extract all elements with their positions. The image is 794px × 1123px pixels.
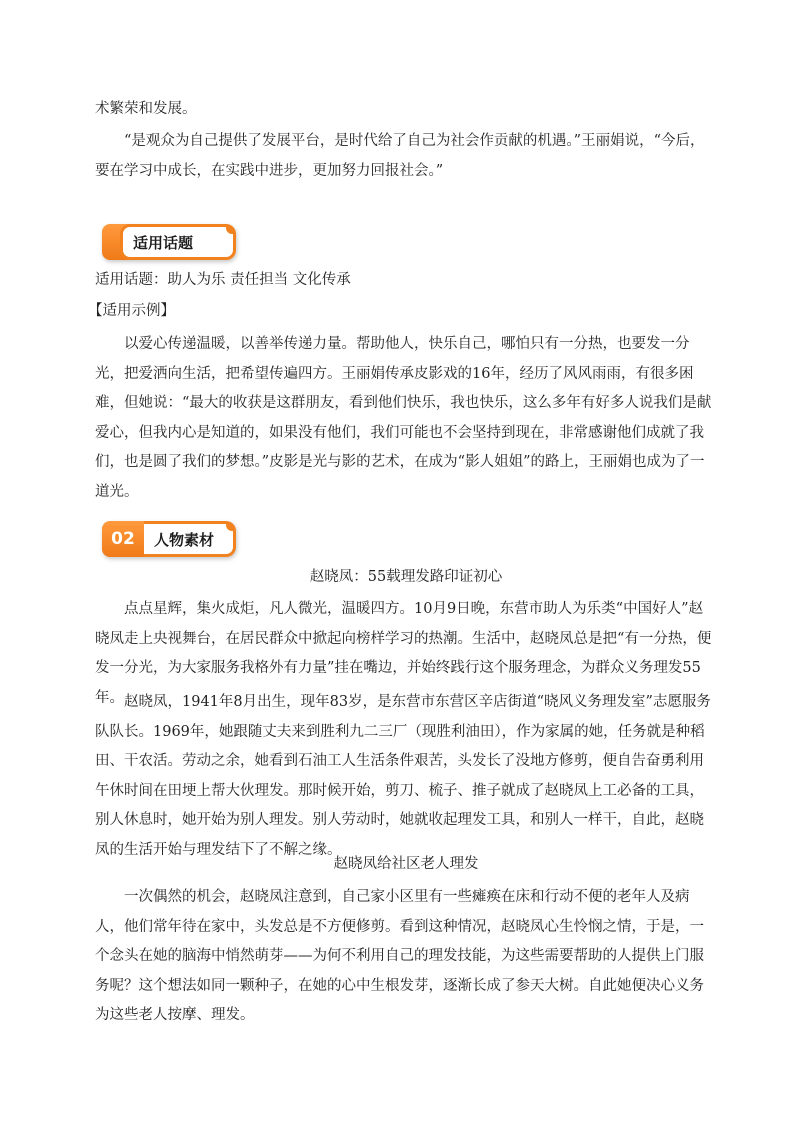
story-paragraph-1: 点点星辉，集火成炬，凡人微光，温暖四方。10月9日晚，东营市助人为乐类“中国好人”赵晓凤走上央视舞台，在居民群众中掀起向榜样学习的热潮。生活中，赵晓凤总是把“有一分热，便发一分光，为大家服务我格外有力量”挂在嘴边，并始终践行这个服务理念，为群众义务理发55年。 [95, 601, 712, 706]
example-label: 【适用示例】 [88, 303, 175, 319]
paragraph-quote: “是观众为自己提供了发展平台，是时代给了自己为社会作贡献的机遇。”王丽娟说，“今后，要在学习中成长，在实践中进步，更加努力回报社会。” [95, 133, 705, 179]
paragraph-continuation: 术繁荣和发展。 [95, 101, 197, 117]
section-badge-material [102, 521, 236, 557]
topics-line: 适用话题：助人为乐 责任担当 文化传承 [95, 272, 351, 288]
badge-corner-dot [226, 523, 234, 531]
photo-caption: 赵晓凤给社区老人理发 [333, 856, 479, 872]
example-paragraph: 以爱心传递温暖，以善举传递力量。帮助他人，快乐自己，哪怕只有一分热，也要发一分光，把爱洒向生活，把希望传遍四方。王丽娟传承皮影戏的16年，经历了风风雨雨，有很多困难，但她说：“最大的收获是这群朋友，看到他们快乐，我也快乐，这么多年有好多人说我们是献爱心，但我内心是知道的，如果没有他们，我们可能也不会坚持到现在，非常感谢他们成就了我们，也是圆了我们的梦想。”皮影是光与影的艺术，在成为“影人姐姐”的路上，王丽娟也成为了一道光。 [95, 336, 712, 500]
section-badge-topics [102, 224, 236, 260]
story-title: 赵晓凤：55载理发路印证初心 [309, 569, 503, 585]
badge-number: 02 [102, 521, 144, 557]
story-paragraph-3: 一次偶然的机会，赵晓凤注意到，自己家小区里有一些瘫痪在床和行动不便的老年人及病人，他们常年待在家中，头发总是不方便修剪。看到这种情况，赵晓凤心生怜悯之情，于是，一个念头在她的脑海中悄然萌芽——为何不利用自己的理发技能，为这些需要帮助的人提供上门服务呢？这个想法如同一颗种子，在她的心中生根发芽，逐渐长成了参天大树。自此她便决心义务为这些老人按摩、理发。 [95, 889, 704, 1024]
badge-corner-dot [226, 226, 234, 234]
badge-label-text: 人物素材 [154, 530, 215, 549]
badge-label [120, 224, 236, 260]
badge-label-text: 适用话题 [133, 233, 194, 252]
badge-label [144, 521, 236, 557]
story-paragraph-2: 赵晓凤，1941年8月出生，现年83岁，是东营市东营区辛店街道“晓风义务理发室”志愿服务队队长。1969年，她跟随丈夫来到胜利九二三厂（现胜利油田），作为家属的她，任务就是种稻田、干农活。劳动之余，她看到石油工人生活条件艰苦，头发长了没地方修剪，便自告奋勇利用午休时间在田埂上帮大伙理发。那时候开始，剪刀、梳子、推子就成了赵晓凤上工必备的工具，别人休息时，她开始为别人理发。别人劳动时，她就收起理发工具，和别人一样干，自此，赵晓凤的生活开始与理发结下了不解之缘。 [95, 694, 711, 858]
